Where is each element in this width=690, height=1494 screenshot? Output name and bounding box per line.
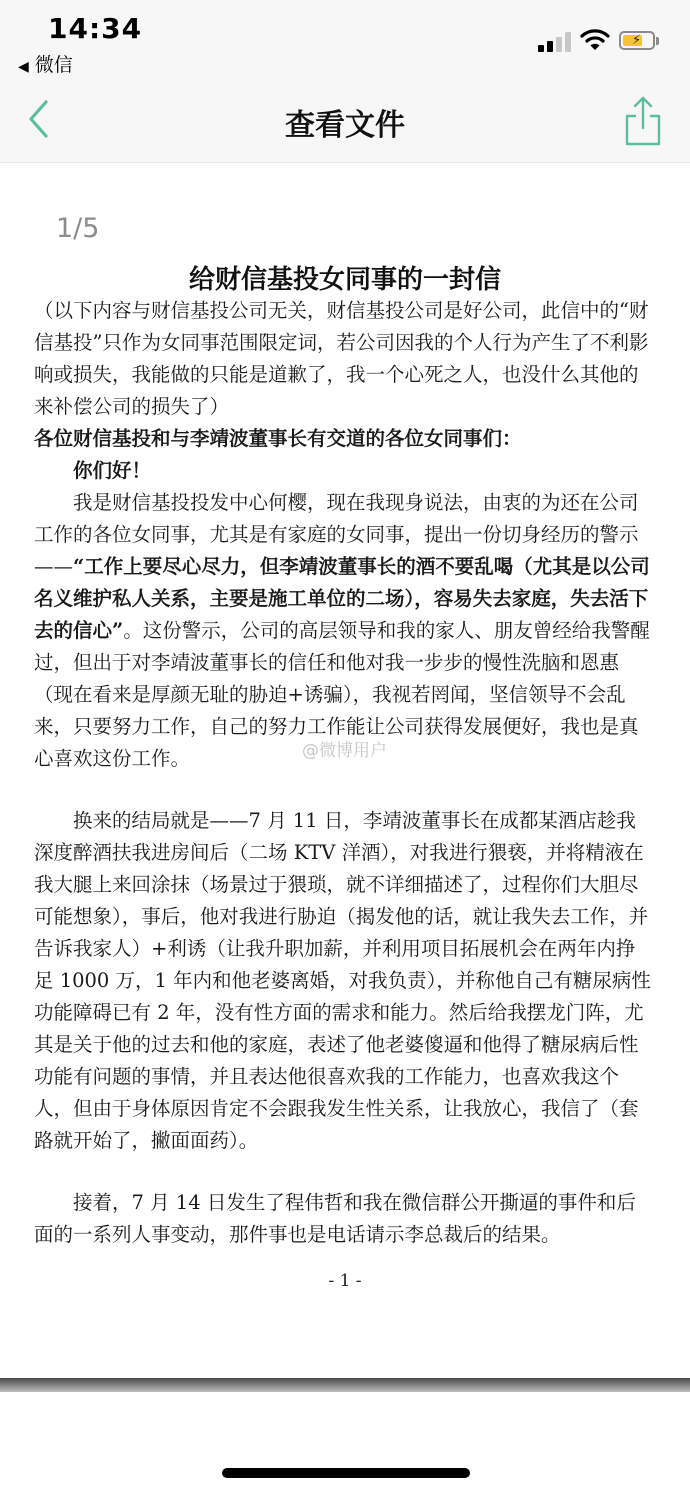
back-triangle-icon: ◀ [18, 59, 29, 75]
cellular-signal-icon [538, 30, 574, 52]
wifi-icon [580, 27, 610, 53]
greeting: 你们好！ [73, 459, 152, 482]
salutation: 各位财信基投和与李靖波董事长有交道的各位女同事们： [34, 427, 522, 450]
charging-bolt-icon: ⚡ [632, 33, 642, 48]
document-viewer[interactable] [0, 163, 690, 1378]
paragraph-3: 接着，7 月 14 日发生了程伟哲和我在微信群公开撕逼的事件和后面的一系列人事变动，那件事也是电话请示李总裁后的结果。 [34, 1191, 636, 1246]
status-bar [0, 0, 690, 80]
status-time: 14:34 [48, 12, 143, 45]
document-body [34, 295, 654, 1251]
weibo-watermark: @微博用户 [302, 741, 387, 761]
battery-icon [619, 31, 655, 50]
page-counter: 1/5 [56, 213, 100, 244]
document-title: 给财信基投女同事的一封信 [188, 265, 501, 295]
back-app-label: 微信 [34, 54, 73, 76]
battery-tip [656, 37, 659, 45]
page-number: - 1 - [328, 1271, 362, 1291]
page-edge-shadow [0, 1378, 690, 1392]
home-indicator[interactable] [222, 1468, 470, 1478]
back-to-app-link[interactable] [18, 50, 73, 77]
nav-bar [0, 80, 690, 163]
disclaimer-paragraph: （以下内容与财信基投公司无关，财信基投公司是好公司，此信中的“财信基投”只作为女同事范围限定词，若公司因我的个人行为产生了不利影响或损失，我能做的只能是道歉了，我一个心死之人，也没什么其他的来补偿公司的损失了） [34, 299, 649, 418]
page-title: 查看文件 [285, 108, 405, 143]
share-icon[interactable] [620, 94, 666, 150]
paragraph-1: 我是财信基投投发中心何樱，现在我现身说法，由衷的为还在公司工作的各位女同事，尤其是有家庭的女同事，提出一份切身经历的警示——“工作上要尽心尽力，但李靖波董事长的酒不要乱喝（尤其是以公司名义维护私人关系，主要是施工单位的二场），容易失去家庭，失去活下去的信心”。这份警示，公司的高层领导和我的家人、朋友曾经给我警醒过，但出于对李靖波董事长的信任和他对我一步步的慢性洗脑和恩惠（现在看来是厚颜无耻的胁迫+诱骗），我视若罔闻，坚信领导不会乱来，只要努力工作，自己的努力工作能让公司获得发展便好，我也是真心喜欢这份工作。 [34, 491, 650, 770]
paragraph-2: 换来的结局就是——7 月 11 日，李靖波董事长在成都某酒店趁我深度醉酒扶我进房间后（二场 KTV 洋酒），对我进行猥亵，并将精液在我大腿上来回涂抹（场景过于猥琐，就不详细描述了，过程你们大胆尽可能想象），事后，他对我进行胁迫（揭发他的话，就让我失去工作，并告诉我家人）+利诱（让我升职加薪，并利用项目拓展机会在两年内挣足 1000 万，1 年内和他老婆离婚，对我负责），并称他自己有糖尿病性功能障碍已有 2 年，没有性方面的需求和能力。然后给我摆龙门阵，尤其是关于他的过去和他的家庭，表述了他老婆傻逼和他得了糖尿病后性功能有问题的事情，并且表达他很喜欢我的工作能力，也喜欢我这个人，但由于身体原因肯定不会跟我发生性关系，让我放心，我信了（套路就开始了，撇面面药）。 [34, 809, 651, 1152]
bottom-area [0, 1392, 690, 1494]
warning-bold-text: “工作上要尽心尽力，但李靖波董事长的酒不要乱喝（尤其是以公司名义维护私人关系，主要是施工单位的二场），容易失去家庭，失去活下去的信心” [34, 555, 650, 642]
